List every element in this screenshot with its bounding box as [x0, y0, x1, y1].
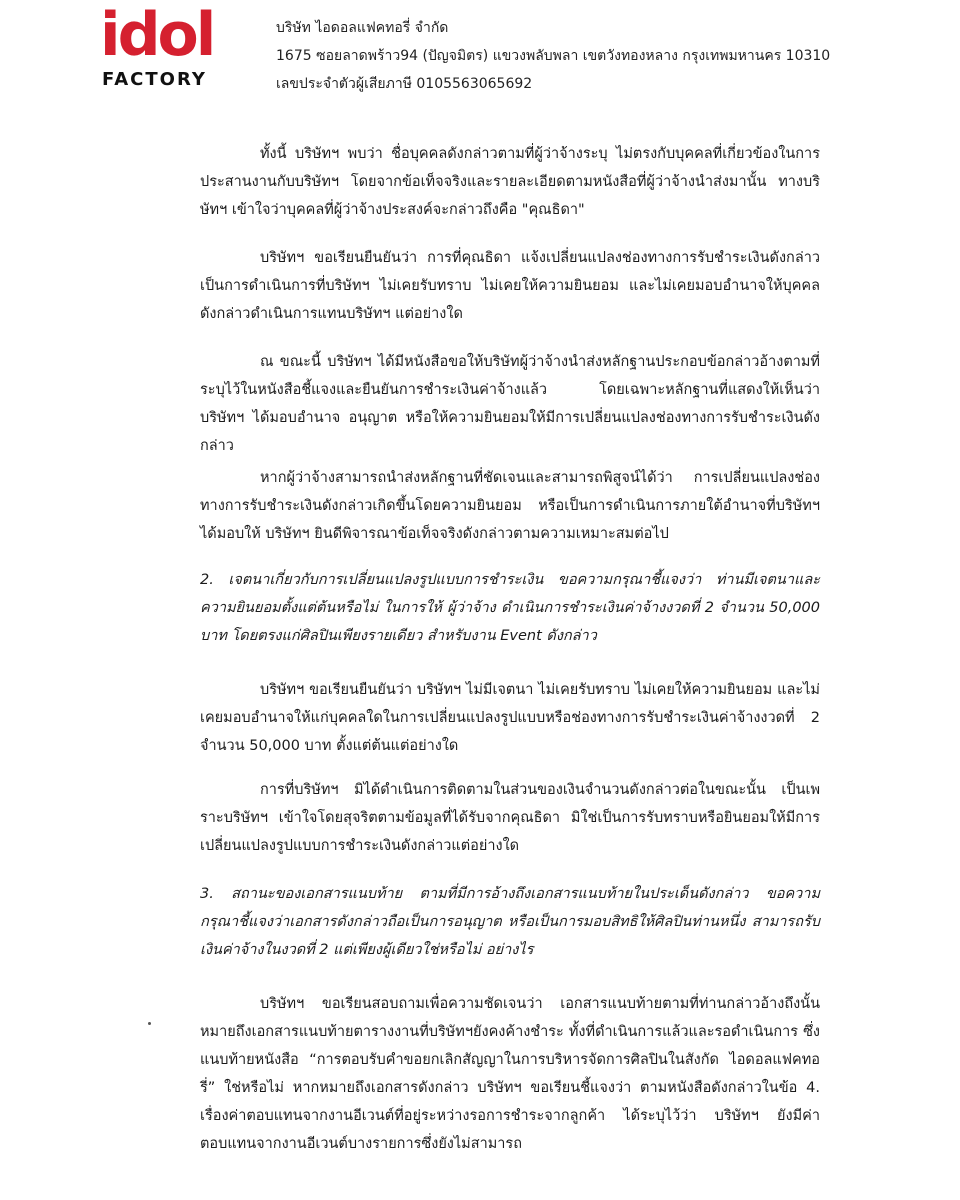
- company-name: บริษัท ไอดอลแฟคทอรี่ จำกัด: [276, 20, 449, 36]
- company-logo: [100, 0, 218, 92]
- scan-speck: [148, 1022, 151, 1025]
- paragraph: หากผู้ว่าจ้างสามารถนำส่งหลักฐานที่ชัดเจนและสามารถพิสูจน์ได้ว่า การเปลี่ยนแปลงช่องทางการรับชำระเงินดังกล่าวเกิดขึ้นโดยความยินยอม หรือเป็นการดำเนินการภายใต้อำนาจที่บริษัทฯ ได้มอบให้ บริษัทฯ ยินดีพิจารณาข้อเท็จจริงดังกล่าวตามความเหมาะสมต่อไป: [200, 470, 820, 542]
- paragraph: ณ ขณะนี้ บริษัทฯ ได้มีหนังสือขอให้บริษัทผู้ว่าจ้างนำส่งหลักฐานประกอบข้อกล่าวอ้างตามที่ระบุไว้ในหนังสือชี้แจงและยืนยันการชำระเงินค่าจ้างแล้ว โดยเฉพาะหลักฐานที่แสดงให้เห็นว่า บริษัทฯ ได้มอบอำนาจ อนุญาต หรือให้ความยินยอมให้มีการเปลี่ยนแปลงช่องทางการรับชำระเงินดังกล่าว: [200, 354, 820, 454]
- paragraph: ทั้งนี้ บริษัทฯ พบว่า ชื่อบุคคลดังกล่าวตามที่ผู้ว่าจ้างระบุ ไม่ตรงกับบุคคลที่เกี่ยวข้องในการประสานงานกับบริษัทฯ โดยจากข้อเท็จจริงและรายละเอียดตามหนังสือที่ผู้ว่าจ้างนำส่งมานั้น ทางบริษัทฯ เข้าใจว่าบุคคลที่ผู้ว่าจ้างประสงค์จะกล่าวถึงคือ "คุณธิดา": [200, 146, 820, 218]
- paragraph: บริษัทฯ ขอเรียนสอบถามเพื่อความชัดเจนว่า เอกสารแนบท้ายตามที่ท่านกล่าวอ้างถึงนั้น หมายถึงเอกสารแนบท้ายตารางงานที่บริษัทฯยังคงค้างชำระ ทั้งที่ดำเนินการแล้วและรอดำเนินการ ซึ่งแนบท้ายหนังสือ “การตอบรับคำขอยกเลิกสัญญาในการบริหารจัดการศิลปินในสังกัด ไอดอลแฟคทอรี่” ใช่หรือไม่ หากหมายถึงเอกสารดังกล่าว บริษัทฯ ขอเรียนชี้แจงว่า ตามหนังสือดังกล่าวในข้อ 4. เรื่องค่าตอบแทนจากงานอีเวนต์ที่อยู่ระหว่างรอการชำระจากลูกค้า ได้ระบุไว้ว่า บริษัทฯ ยังมีค่าตอบแทนจากงานอีเวนต์บางรายการซึ่งยังไม่สามารถ: [200, 996, 820, 1152]
- company-address: 1675 ซอยลาดพร้าว94 (ปัญจมิตร) แขวงพลับพลา เขตวังทองหลาง กรุงเทพมหานคร 10310: [276, 48, 831, 64]
- paragraph: บริษัทฯ ขอเรียนยืนยันว่า การที่คุณธิดา แจ้งเปลี่ยนแปลงช่องทางการรับชำระเงินดังกล่าว เป็นการดำเนินการที่บริษัทฯ ไม่เคยรับทราบ ไม่เคยให้ความยินยอม และไม่เคยมอบอำนาจให้บุคคลดังกล่าวดำเนินการแทนบริษัทฯ แต่อย่างใด: [200, 250, 820, 322]
- section-heading-2: 2. เจตนาเกี่ยวกับการเปลี่ยนแปลงรูปแบบการชำระเงิน ขอความกรุณาชี้แจงว่า ท่านมีเจตนาและความยินยอมตั้งแต่ต้นหรือไม่ ในการให้ ผู้ว่าจ้าง ดำเนินการชำระเงินค่าจ้างงวดที่ 2 จำนวน 50,000 บาท โดยตรงแก่ศิลปินเพียงรายเดียว สำหรับงาน Event ดังกล่าว: [200, 572, 820, 644]
- letterhead: [100, 0, 900, 98]
- section-heading-3: 3. สถานะของเอกสารแนบท้าย ตามที่มีการอ้างถึงเอกสารแนบท้ายในประเด็นดังกล่าว ขอความกรุณาชี้แจงว่าเอกสารดังกล่าวถือเป็นการอนุญาต หรือเป็นการมอบสิทธิให้ศิลปินท่านหนึ่ง สามารถรับเงินค่าจ้างในงวดที่ 2 แต่เพียงผู้เดียวใช่หรือไม่ อย่างไร: [200, 886, 820, 958]
- company-tax-id: เลขประจำตัวผู้เสียภาษี 0105563065692: [276, 76, 533, 92]
- paragraph: การที่บริษัทฯ มิได้ดำเนินการติดตามในส่วนของเงินจำนวนดังกล่าวต่อในขณะนั้น เป็นเพราะบริษัทฯ เข้าใจโดยสุจริตตามข้อมูลที่ได้รับจากคุณธิดา มิใช่เป็นการรับทราบหรือยินยอมให้มีการเปลี่ยนแปลงรูปแบบการชำระเงินดังกล่าวแต่อย่างใด: [200, 782, 820, 854]
- company-info: [276, 14, 830, 98]
- logo-subtitle: FACTORY: [102, 69, 207, 90]
- paragraph: บริษัทฯ ขอเรียนยืนยันว่า บริษัทฯ ไม่มีเจตนา ไม่เคยรับทราบ ไม่เคยให้ความยินยอม และไม่เคยมอบอำนาจให้แก่บุคคลใดในการเปลี่ยนแปลงรูปแบบหรือช่องทางการรับชำระเงินค่าจ้างงวดที่ 2 จำนวน 50,000 บาท ตั้งแต่ต้นแต่อย่างใด: [200, 682, 820, 754]
- logo-wordmark: idol: [100, 0, 214, 70]
